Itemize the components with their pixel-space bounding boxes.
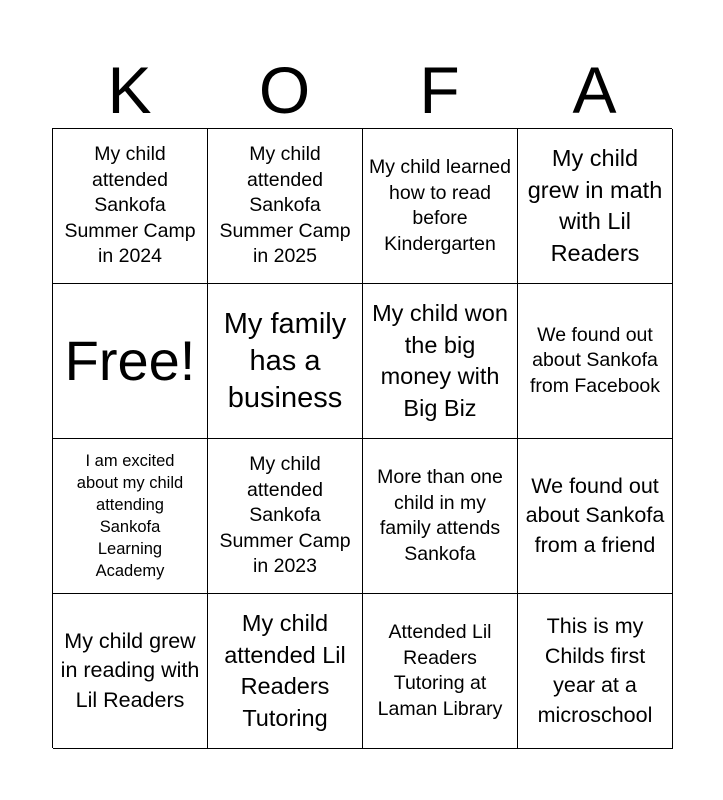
bingo-cell-r1-c2[interactable] xyxy=(208,129,363,284)
bingo-cell-r4-c3[interactable] xyxy=(363,594,518,749)
bingo-cell-r4-c4[interactable] xyxy=(518,594,673,749)
bingo-header xyxy=(52,52,672,128)
bingo-cell-r2-c3[interactable] xyxy=(363,284,518,439)
bingo-cell-r3-c4[interactable] xyxy=(518,439,673,594)
bingo-cell-r3-c3[interactable] xyxy=(363,439,518,594)
bingo-cell-text: My child learned how to read before Kindergarten xyxy=(369,156,511,255)
header-letter-k: K xyxy=(107,53,152,127)
bingo-cell-r2-c2[interactable] xyxy=(208,284,363,439)
bingo-cell-r1-c3[interactable] xyxy=(363,129,518,284)
bingo-cell-text: I am excited about my child attending Sankofa Learning Academy xyxy=(76,452,184,580)
bingo-cell-text: We found out about Sankofa from a friend xyxy=(525,473,665,557)
bingo-cell-text: My child won the big money with Big Biz xyxy=(372,300,508,421)
header-letter-a: A xyxy=(572,53,617,127)
free-space-label: Free! xyxy=(64,329,196,392)
bingo-cell-text: Attended Lil Readers Tutoring at Laman Library xyxy=(377,621,503,720)
bingo-cell-text: My child grew in math with Lil Readers xyxy=(527,145,663,266)
bingo-cell-text: More than one child in my family attends Sankofa xyxy=(377,466,503,565)
header-letter-o: O xyxy=(258,53,311,127)
bingo-cell-r2-c4[interactable] xyxy=(518,284,673,439)
bingo-cell-r3-c1[interactable] xyxy=(53,439,208,594)
bingo-cell-text: My child attended Sankofa Summer Camp in 2023 xyxy=(219,453,351,578)
header-letter-f: F xyxy=(419,53,460,127)
bingo-cell-text: My child attended Sankofa Summer Camp in 2025 xyxy=(219,143,351,268)
bingo-cell-r4-c1[interactable] xyxy=(53,594,208,749)
bingo-grid xyxy=(52,128,672,748)
bingo-cell-text: My child attended Sankofa Summer Camp in 2024 xyxy=(64,143,196,268)
bingo-cell-r4-c2[interactable] xyxy=(208,594,363,749)
bingo-cell-r1-c1[interactable] xyxy=(53,129,208,284)
bingo-cell-text: My child grew in reading with Lil Readers xyxy=(60,628,200,712)
bingo-cell-r1-c4[interactable] xyxy=(518,129,673,284)
bingo-cell-free[interactable] xyxy=(53,284,208,439)
bingo-cell-text: My child attended Lil Readers Tutoring xyxy=(224,610,346,731)
bingo-cell-text: This is my Childs first year at a microschool xyxy=(537,614,653,727)
bingo-cell-text: My family has a business xyxy=(223,307,347,414)
bingo-cell-text: We found out about Sankofa from Facebook xyxy=(529,323,661,397)
bingo-cell-r3-c2[interactable] xyxy=(208,439,363,594)
